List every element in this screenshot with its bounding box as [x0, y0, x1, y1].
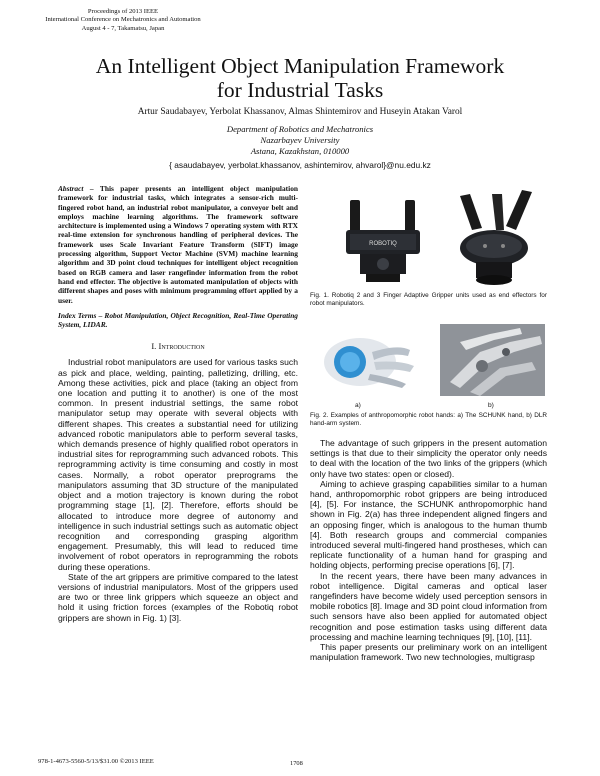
figure-1-caption: Fig. 1. Robotiq 2 and 3 Finger Adaptive Gripper units used as end effectors for robot manipulators. [310, 292, 547, 307]
robot-hands-image [310, 322, 547, 400]
index-terms: Index Terms – Robot Manipulation, Object Recognition, Real-Time Operating System, LIDAR. [58, 310, 298, 330]
left-column [58, 184, 298, 623]
right-paragraph-3: In the recent years, there have been many advances in robot intelligence. Digital cameras and optical laser rangefinders have become widely used perception sensors in mobile robotics [8]. Image and 3D point cloud information from such sensors have also been applied for automated object recognition and pose estimation tasks using different data processing and machine learning techniques [9], [10], [11]. [310, 570, 547, 642]
gripper-logo-text: ROBOTIQ [369, 241, 397, 247]
dlr-hand [440, 324, 545, 396]
three-finger-gripper [460, 190, 532, 285]
section-title: Introduction [158, 341, 205, 352]
figure-2-caption: Fig. 2. Examples of anthropomorphic robot hands: a) The SCHUNK hand, b) DLR hand-arm system. [310, 412, 547, 427]
affiliation [0, 124, 600, 157]
intro-paragraph-1: Industrial robot manipulators are used for various tasks such as pick and place, welding, painting, palletizing, drilling, etc. Among these activities, pick and place (taking an object from one location and putting it to another) is one of the most common. In present industrial settings, the same robot manipulator setup may operate with several objects with different shapes. This creates a substantial need for utilizing advanced robotic manipulators able to perform several tasks, which demands presence of highly qualified robot operators in industrial sites for reprogramming such advanced robots. This reprogramming activity is time consuming and costly in most cases. Normally, a robot operator preprograms the manipulators assuming that 3D structure of the manipulated object and a motion trajectory is known during the robot programming stage [1], [2]. Therefore, efforts should be allocated to introduce more degree of autonomy and intelligence in such industrial settings such as automatic object recognition and corresponding grasping algorithm engagement. Presumably, this will lead to reduced time involvement of robot operators in reprogramming the robots during these operations. [58, 357, 298, 572]
city: Astana, Kazakhstan, 010000 [250, 146, 350, 156]
proceedings-header [38, 8, 208, 33]
right-paragraph-4: This paper presents our preliminary work on an intelligent manipulation framework. Two new technologies, multigrasp [310, 642, 547, 663]
title-line-2: for Industrial Tasks [216, 78, 384, 102]
section-number: I. [151, 341, 159, 352]
university: Nazarbayev University [260, 135, 340, 145]
footer-isbn: 978-1-4673-5560-5/13/$31.00 ©2013 IEEE [38, 758, 154, 765]
section-heading [58, 341, 298, 351]
schunk-hand [324, 338, 414, 388]
proceedings-line: Proceedings of 2013 IEEE [87, 8, 159, 15]
location-date-line: August 4 - 7, Takamatsu, Japan [81, 24, 165, 32]
department: Department of Robotics and Mechatronics [226, 124, 374, 134]
two-finger-gripper [346, 200, 420, 282]
conference-line: International Conference on Mechatronics and Automation [45, 16, 201, 24]
right-column [310, 184, 547, 662]
emails: { asaudabayev, yerbolat.khassanov, ashintemirov, ahvarol}@nu.edu.kz [169, 160, 431, 170]
intro-paragraph-2: State of the art grippers are primitive compared to the latest versions of industrial manipulators. Most of the grippers used are two or three link grippers which squeeze an object and hold it using friction forces (examples of the Robotiq robot grippers are shown in Fig. 1) [3]. [58, 571, 298, 623]
figure-1-image [310, 190, 547, 290]
figure-2a-label: a) [355, 402, 361, 409]
figure-2-image [310, 322, 547, 409]
right-paragraph-2: Aiming to achieve grasping capabilities similar to a human hand, anthropomorphic robot grippers are being introduced [4], [5]. For instance, the SCHUNK anthropomorphic hand shown in Fig. 2(a) has three independent aligned fingers and an opposing finger, which is analogous to the human thumb [4]. Both research groups and commercial companies introduced several multi-fingered hand prostheses, which can replicate functionality of a human hand for grasping and holding objects, performing precise operations [6], [7]. [310, 478, 547, 571]
abstract-text: – This paper presents an intelligent object manipulation framework for industrial tasks, which integrates a sensor-rich multi-fingered robot hand, an industrial robot manipulator, a conveyor belt and employs machine learning algorithms. The framework software architecture is implemented using a Windows 7 operating system with RTX real-time extension for synchronous handling of peripheral devices. The framework uses Scale Invariant Feature Transform (SIFT) image processing algorithm, Support Vector Machine (SVM) machine learning algorithm and 3D point cloud techniques for intelligent object recognition based on RGB camera and laser rangefinder information from the robot hand end effector. The objective is automated manipulation of objects with different shapes and poses with minimum programming effort applied by a user. [58, 184, 298, 305]
abstract-label: Abstract [58, 184, 84, 193]
abstract [58, 184, 298, 305]
page-number: 1708 [290, 760, 303, 767]
robotiq-grippers-image [310, 190, 547, 290]
authors: Artur Saudabayev, Yerbolat Khassanov, Almas Shintemirov and Huseyin Atakan Varol [137, 107, 463, 117]
title-line-1: An Intelligent Object Manipulation Framework [95, 54, 505, 78]
paper-title [0, 54, 600, 102]
figure-2b-label: b) [488, 402, 494, 409]
right-paragraph-1: The advantage of such grippers in the present automation settings is that due to their simplicity the operator only needs to deal with the location of the two links of the grippers (which only have two states: open or closed). [310, 438, 547, 479]
